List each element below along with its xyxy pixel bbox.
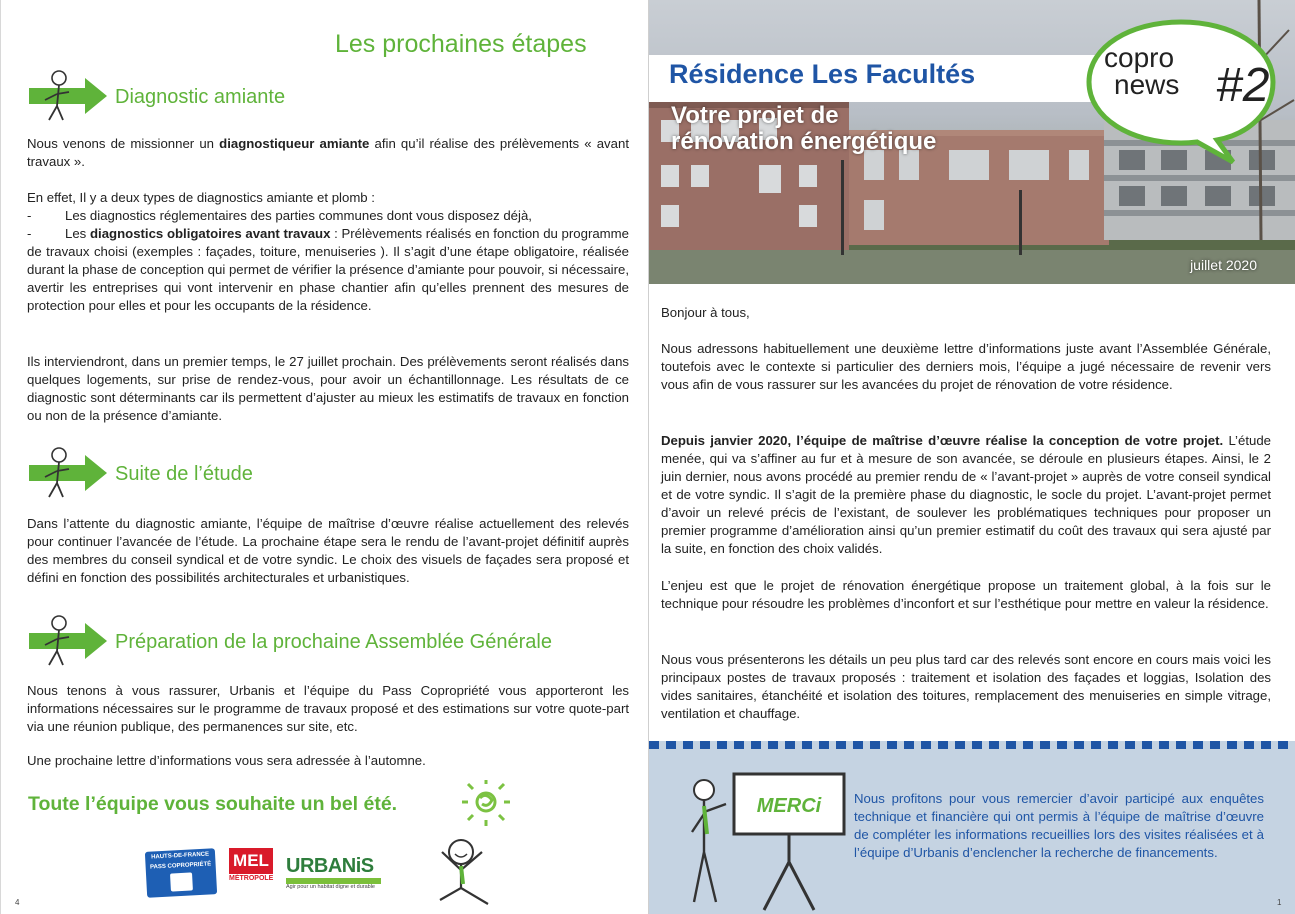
paragraph-diagnostic-types: En effet, Il y a deux types de diagnostics amiante et plomb : - Les diagnostics réglementaires des parties communes dont vous disposez déjà, - Les diagnostics obligatoires avant travaux : Prélèvements réalisés en fonction du programme de travaux choisi (exemples : façades, toiture, menuiseries ). Il s’agit d’une étape obligatoire, réalisée durant la phase de conception qui permet de vérifier la présence d’amiante pour pouvoir, si nécessaire, avertir les entreprises qui vont intervenir en phase chantier afin qu’elles prennent des mesures de protection pour elles et pour les occupants de la résidence. <box>27 190 629 313</box>
mel-logo: MEL MÉTROPOLE <box>229 848 273 898</box>
stick-figure-arrow-icon <box>27 615 109 669</box>
paragraph-conception: Depuis janvier 2020, l’équipe de maîtrise d’œuvre réalise la conception de votre projet. L’étude menée, qui va s’affiner au fur et à mesure de son avancée, se déroule en plusieurs étapes. Ainsi, le 2 juin dernier, nous avons procédé au premier rendu de « l’avant-projet » auprès de votre conseil syndical et de votre syndic. Il s’agit de la première phase du diagnostic, le socle du projet. L’avant-projet permet d’avoir un relevé précis de l’existant, de soulever les problématiques techniques pour proposer un premier programme d’amélioration ainsi qu’un premier estimatif du coût des travaux qui sera ajusté par la suite, en fonction des choix validés. <box>661 433 1271 556</box>
section-header-etude <box>27 447 627 501</box>
hero-subtitle: Votre projet de rénovation énergétique <box>671 102 937 155</box>
bullet-item: - Les diagnostics réglementaires des parties communes dont vous disposez déjà, <box>27 208 532 223</box>
paragraph-travaux: Nous vous présenterons les détails un peu plus tard car des relevés sont encore en cours mais voici les principaux postes de travaux proposés : traitement et isolation des façades et loggias, Isolation des vides sanitaires, étanchéité et isolation des toitures, remplacement des menuiseries en simple vitrage, ventilation et chauffage. <box>661 652 1271 721</box>
bullet-item: - Les diagnostics obligatoires avant travaux : Prélèvements réalisés en fonction du programme de travaux choisi (exemples : façades, toiture, menuiseries ). Il s’agit d’une étape obligatoire, réalisée durant la phase de conception qui permet de vérifier la présence d’amiante pour pouvoir, si nécessaire, avertir les entreprises qui vont intervenir en phase chantier afin qu’elles prennent des mesures de protection pour elles et pour les occupants de la résidence. <box>27 226 629 313</box>
section-heading-diagnostic: Diagnostic amiante <box>115 86 286 108</box>
dashed-divider <box>649 741 1295 749</box>
left-page <box>0 0 646 914</box>
section-heading-etude: Suite de l’étude <box>115 463 253 485</box>
thanks-text: Nous profitons pour vous remercier d’avoir participé aux enquêtes technique et financière qui ont permis à l’équipe de maîtrise d’œuvre de compléter les informations recueillies lors des visites réalisées et à l’équipe d’Urbanis d’enclencher la recherche de financements. <box>854 791 1264 860</box>
stick-figure-arrow-icon <box>27 447 109 501</box>
section-heading-assemblee: Préparation de la prochaine Assemblée Générale <box>115 631 552 653</box>
stick-figure-arrow-icon <box>27 70 109 124</box>
issue-date: juillet 2020 <box>1190 257 1257 273</box>
right-page <box>648 0 1295 914</box>
page-number-right: 1 <box>1277 898 1282 907</box>
paragraph-intro: Nous adressons habituellement une deuxième lettre d’informations juste avant l’Assemblée Générale, toutefois avec le contexte si particulier des derniers mois, l’équipe a jugé nécessaire de revenir vers vous afin de vous rassurer sur les avancées du projet de rénovation de votre résidence. <box>661 341 1271 392</box>
residence-title: Résidence Les Facultés <box>669 59 976 89</box>
merci-board-text: MERCi <box>756 795 822 817</box>
section-header-assemblee <box>27 615 627 669</box>
paragraph-diagnostic-intro: Nous venons de missionner un diagnostiqueur amiante afin qu’il réalise des prélèvements « avant travaux ». <box>27 136 629 169</box>
paragraph-enjeu: L’enjeu est que le projet de rénovation énergétique propose un traitement global, à la fois sur le technique pour résoudre les problèmes d’inconfort et sur l’esthétique pour mettre en valeur la résidence. <box>661 578 1271 611</box>
section-header-diagnostic <box>27 70 627 124</box>
page-number-left: 4 <box>15 898 20 907</box>
paragraph-next-letter: Une prochaine lettre d’informations vous sera adressée à l’automne. <box>27 753 426 768</box>
merci-board-figure-icon <box>674 762 864 912</box>
closing-message: Toute l’équipe vous souhaite un bel été. <box>28 793 398 815</box>
copronews-word-copro: copro <box>1104 42 1175 73</box>
greeting: Bonjour à tous, <box>661 305 750 320</box>
issue-number: #2 <box>1216 59 1270 112</box>
left-page-title: Les prochaines étapes <box>335 30 587 58</box>
paragraph-diagnostic-schedule: Ils interviendront, dans un premier temps, le 27 juillet prochain. Des prélèvements seront réalisés dans quelques logements, sur prise de rendez-vous, pour avoir un échantillonnage. Les résultats de ce diagnostic sont déterminants car ils permettent d’ajuster au mieux les estimatifs de travaux en fonction ou non de la présence d’amiante. <box>27 354 629 423</box>
happy-stick-figure-icon <box>416 780 526 910</box>
urbanis-logo: URBANiS Agir pour un habitat digne et durable <box>286 855 381 895</box>
paragraph-assemblee: Nous tenons à vous rassurer, Urbanis et l’équipe du Pass Copropriété vous apporteront les informations nécessaires sur le programme de travaux proposé et des estimations sur votre quote-part via une réunion publique, des permanences sur site, etc. <box>27 683 629 734</box>
copronews-word-news: news <box>1114 69 1180 100</box>
hauts-de-france-logo: HAUTS-DE-FRANCE PASS COPROPRIÉTÉ <box>145 848 217 898</box>
paragraph-etude: Dans l’attente du diagnostic amiante, l’équipe de maîtrise d’œuvre réalise actuellement des relevés pour continuer l’avancée de l’étude. La prochaine étape sera le rendu de l’avant-projet définitif auprès des membres du conseil syndical et de votre syndic. Le choix des visuels de façades sera proposé et défini en fonction des possibilités architecturales et urbanistiques. <box>27 516 629 585</box>
house-icon <box>170 872 193 891</box>
